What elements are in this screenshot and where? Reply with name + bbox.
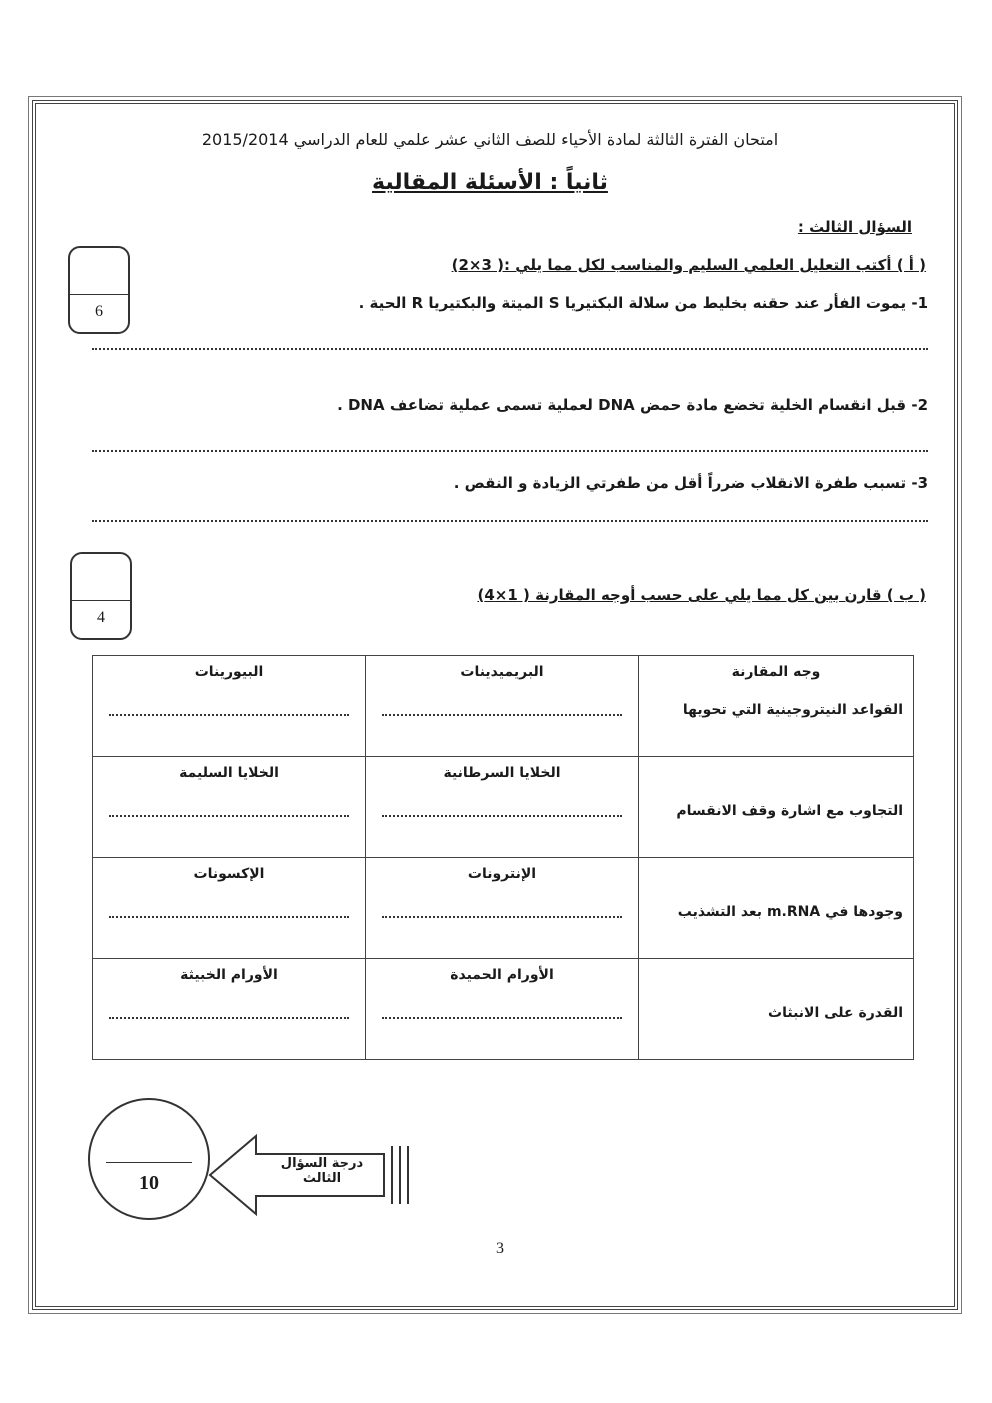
answer-dots[interactable] <box>382 714 622 716</box>
table-row <box>93 959 914 1060</box>
total-score: 10 <box>139 1172 159 1194</box>
aspect-label: القواعد النيتروجينية التي تحويها <box>682 702 903 718</box>
compare-head: الخلايا السرطانية <box>443 765 561 781</box>
aspect-cell <box>639 757 914 858</box>
compare-head: البريميدينات <box>460 664 544 680</box>
comparison-table <box>92 655 914 1060</box>
part-b-title: ( ب ) قارن بين كل مما يلي على حسب أوجه المقارنة ( 1×4) <box>477 586 926 604</box>
total-score-circle <box>88 1098 210 1220</box>
part-a-item-3: 3- تسبب طفرة الانقلاب ضرراً أقل من طفرتي الزيادة و النقص . <box>453 474 928 492</box>
compare-cell <box>366 656 639 757</box>
answer-dots[interactable] <box>382 1017 622 1019</box>
part-b-score-box <box>70 552 132 640</box>
aspect-label: وجودها في m.RNA بعد التشذيب <box>677 904 903 920</box>
compare-cell <box>93 757 366 858</box>
answer-dots[interactable] <box>109 714 349 716</box>
answer-dots[interactable] <box>109 1017 349 1019</box>
compare-cell <box>93 656 366 757</box>
part-a-item-1: 1- يموت الفأر عند حقنه بخليط من سلالة البكتيريا S الميتة والبكتيريا R الحية . <box>358 294 928 312</box>
total-score-label: درجة السؤال الثالث <box>280 1156 364 1186</box>
answer-dots[interactable] <box>109 815 349 817</box>
aspect-cell <box>639 959 914 1060</box>
compare-head: الإكسونات <box>193 866 265 882</box>
compare-cell <box>93 858 366 959</box>
table-row <box>93 858 914 959</box>
aspect-label: القدرة على الانبثاث <box>768 1005 903 1021</box>
part-b-score: 4 <box>97 609 105 626</box>
compare-cell <box>366 959 639 1060</box>
compare-head: الأورام الخبيثة <box>180 967 278 983</box>
section-title: ثانياً : الأسئلة المقالية <box>372 170 608 195</box>
compare-head: الأورام الحميدة <box>450 967 554 983</box>
compare-head: الخلايا السليمة <box>179 765 279 781</box>
aspect-label: التجاوب مع اشارة وقف الانقسام <box>676 803 903 819</box>
part-a-title: ( أ ) أكتب التعليل العلمي السليم والمناسب لكل مما يلي :( 3×2) <box>451 256 926 274</box>
part-a-score: 6 <box>95 303 103 320</box>
answer-dots[interactable] <box>109 916 349 918</box>
question-title: السؤال الثالث : <box>797 218 912 236</box>
aspect-header: وجه المقارنة <box>731 664 821 680</box>
answer-line-1[interactable] <box>92 348 928 350</box>
answer-line-3[interactable] <box>92 520 928 522</box>
answer-dots[interactable] <box>382 916 622 918</box>
compare-head: البيورينات <box>194 664 264 680</box>
answer-line-2[interactable] <box>92 450 928 452</box>
compare-cell <box>93 959 366 1060</box>
answer-dots[interactable] <box>382 815 622 817</box>
table-row <box>93 656 914 757</box>
table-row <box>93 757 914 858</box>
page-number: 3 <box>496 1240 504 1257</box>
compare-cell <box>366 757 639 858</box>
aspect-cell <box>639 858 914 959</box>
compare-head: الإنترونات <box>467 866 537 882</box>
aspect-cell <box>639 656 914 757</box>
part-a-score-box <box>68 246 130 334</box>
compare-cell <box>366 858 639 959</box>
exam-header: امتحان الفترة الثالثة لمادة الأحياء للصف الثاني عشر علمي للعام الدراسي 2015/2014 <box>201 130 779 149</box>
part-a-item-2: 2- قبل انقسام الخلية تخضع مادة حمض DNA لعملية تسمى عملية تضاعف DNA . <box>337 396 928 414</box>
